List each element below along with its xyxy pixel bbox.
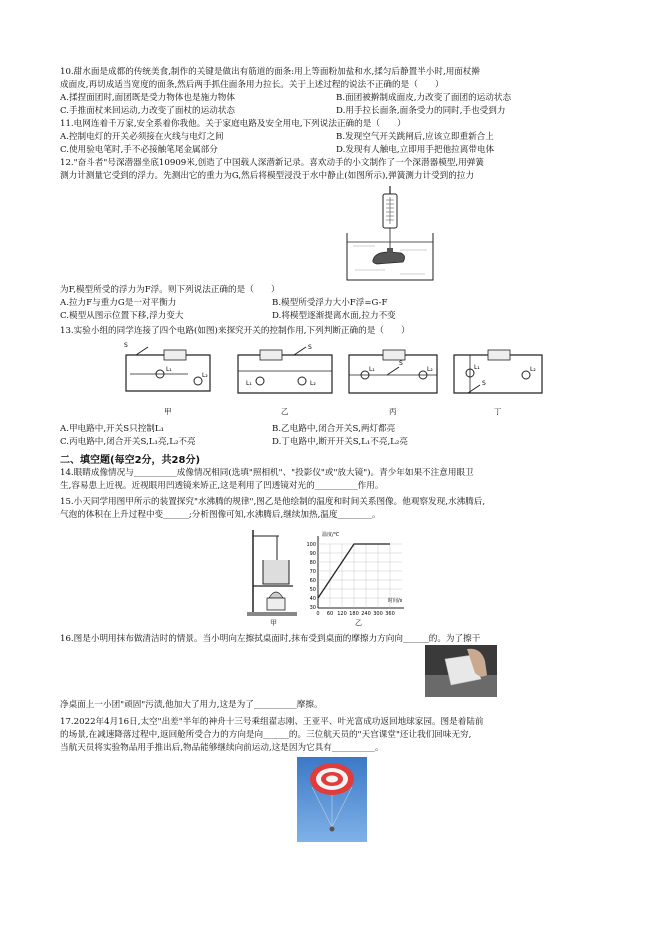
ytick: 50 [309, 587, 316, 593]
q17-parachute-photo [297, 757, 367, 842]
ytick: 30 [309, 605, 316, 611]
q14-line1: 14.眼睛成像情况与__________成像情况相同(选填"照相机"、"投影仪"或"放大镜")。青少年如果不注意用眼卫 [60, 468, 474, 478]
ytick: 80 [309, 560, 316, 566]
q15-line1: 15.小天同学用图甲所示的装置探究"水沸腾的规律",图乙是他绘制的温度和时间关系图像。他观察发现,水沸腾后, [60, 497, 486, 507]
q13-option-d: D.丁电路中,断开开关S,L₁不亮,L₂亮 [272, 437, 408, 447]
ytick: 60 [309, 578, 316, 584]
svg-text:L₁: L₁ [474, 364, 480, 371]
xtick: 0 [316, 611, 320, 617]
graph-xlabel: 时间/s [388, 598, 403, 604]
graph-ylabel: 温度/℃ [322, 532, 340, 538]
q13-circuit-yi [230, 341, 340, 403]
svg-text:L₂: L₂ [530, 366, 536, 373]
ytick: 40 [309, 596, 316, 602]
svg-text:L₁: L₁ [166, 366, 172, 373]
q11-option-d: D.发现有人触电,立即用手把他拉离带电体 [336, 145, 495, 155]
q17-line1: 17.2022年4月16日,太空"出差"半年的神舟十三号乘组翟志刚、王亚平、叶光富成功返回地球家园。图是着陆前 [60, 717, 484, 727]
q15-line2: 气泡的体积在上升过程中变______;分析图像可知,水沸腾后,继续加热,温度________。 [60, 510, 381, 520]
q10-stem-line2: 成面皮,再切成适当宽度的面条,然后两手抓住面条用力拉长。关于上述过程的说法不正确的是（ ） [60, 80, 444, 90]
q13-label-yi: 乙 [281, 407, 289, 416]
q11-stem: 11.电网连着千万家,安全系着你我他。关于家庭电路及安全用电,下列说法正确的是（ ） [60, 119, 406, 129]
q10-option-d: D.用手拉长面条,面条受力的同时,手也受到力 [336, 106, 506, 116]
q12-option-a: A.拉力F与重力G是一对平衡力 [60, 298, 177, 308]
svg-text:S: S [399, 360, 403, 367]
q11-option-a: A.控制电灯的开关必须接在火线与电灯之间 [60, 132, 224, 142]
q10-stem-line1: 10.甜水面是成都的传统美食,制作的关键是做出有筋道的面条:用上等面粉加盐和水,揉匀后静置半小时,用面杖擀 [60, 67, 481, 77]
q10-option-b: B.面团被擀制成面皮,力改变了面团的运动状态 [336, 93, 512, 103]
svg-text:L₁: L₁ [369, 366, 375, 373]
q12-stem-line1: 12."奋斗者"号深潜器坐底10909米,创造了中国载人深潜新记录。喜欢动手的小文制作了一个深潜器模型,用弹簧 [60, 158, 484, 168]
svg-text:S: S [308, 344, 312, 351]
svg-text:S: S [124, 342, 128, 349]
xtick: 180 [349, 611, 359, 617]
q15-label-jia: 甲 [270, 619, 277, 627]
q13-option-c: C.丙电路中,闭合开关S,L₁亮,L₂不亮 [60, 437, 196, 447]
q12-option-d: D.将模型逐渐提离水面,拉力不变 [272, 311, 396, 321]
xtick: 360 [385, 611, 395, 617]
q16-line2: 净桌面上一小团"顽固"污渍,他加大了用力,这是为了__________摩擦。 [60, 700, 323, 710]
q13-circuit-ding [448, 341, 548, 403]
q13-circuit-jia [118, 341, 218, 403]
q16-cleaning-photo [425, 645, 497, 697]
q15-label-yi: 乙 [355, 619, 362, 627]
q11-option-b: B.发现空气开关跳闸后,应该立即重新合上 [336, 132, 494, 142]
svg-text:L₂: L₂ [202, 372, 208, 379]
q12-stem-line3: 为F,模型所受的浮力为F浮。则下列说法正确的是（ ） [60, 285, 280, 295]
q10-option-a: A.揉捏面团时,面团既是受力物体也是施力物体 [60, 93, 235, 103]
svg-text:S: S [482, 380, 486, 387]
q13-stem: 13.实验小组的同学连接了四个电路(如图)来探究开关的控制作用,下列判断正确的是（ ） [60, 326, 410, 336]
q14-line2: 生,容易患上近视。近视眼用凹透镜来矫正,这是利用了凹透镜对光的__________作用。 [60, 481, 384, 491]
q13-label-bing: 丙 [389, 407, 397, 416]
svg-text:L₂: L₂ [427, 366, 433, 373]
q13-option-a: A.甲电路中,开关S只控制L₁ [60, 424, 165, 434]
ytick: 70 [309, 569, 316, 575]
q12-option-b: B.模型所受浮力大小F浮=G-F [272, 298, 388, 308]
q12-stem-line2: 测力计测量它受到的浮力。先测出它的重力为G,然后将模型浸没于水中静止(如图所示),弹簧测力计受到的拉力 [60, 171, 475, 181]
q17-line2: 的场景,在减速降落过程中,返回舱所受合力的方向是向______的。三位航天员的"天宫课堂"还让我们回味无穷, [60, 730, 472, 740]
q11-option-c: C.使用验电笔时,手不必接触笔尾金属部分 [60, 145, 218, 155]
svg-text:L₂: L₂ [310, 380, 316, 387]
q13-circuit-bing [343, 341, 443, 403]
xtick: 60 [326, 611, 334, 617]
q12-option-c: C.模型从图示位置下移,浮力变大 [60, 311, 184, 321]
q16-line1: 16.图是小明用抹布做清洁时的情景。当小明向左擦拭桌面时,抹布受到桌面的摩擦力方向向______的。为了擦干 [60, 634, 481, 644]
section-heading-fill-blank: 二、填空题(每空2分，共28分) [60, 455, 201, 466]
q10-option-c: C.手推面杖来回运动,力改变了面杖的运动状态 [60, 106, 236, 116]
q13-option-b: B.乙电路中,闭合开关S,两灯都亮 [272, 424, 396, 434]
ytick: 100 [306, 542, 316, 548]
q12-figure-spring-scale-in-water [345, 186, 435, 282]
q15-temperature-graph [300, 528, 410, 620]
q17-line3: 当航天员将实验物品用手推出后,物品能够继续向前运动,这是因为它具有__________。 [60, 743, 384, 753]
xtick: 300 [373, 611, 383, 617]
q13-label-ding: 丁 [494, 407, 502, 416]
xtick: 240 [361, 611, 371, 617]
svg-text:L₁: L₁ [246, 380, 252, 387]
ytick: 90 [309, 551, 316, 557]
q13-label-jia: 甲 [164, 407, 172, 416]
xtick: 120 [337, 611, 347, 617]
q15-apparatus-figure [243, 528, 303, 618]
